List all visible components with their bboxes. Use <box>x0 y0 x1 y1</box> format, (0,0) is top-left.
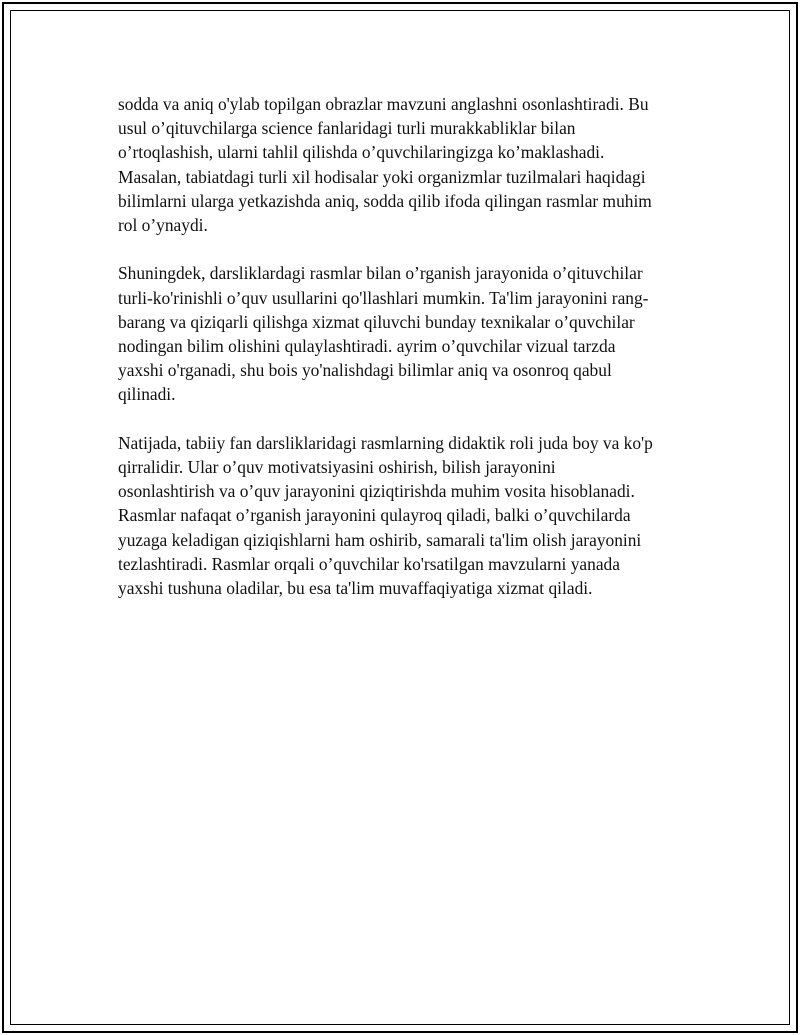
text-line: barang va qiziqarli qilishga xizmat qiluvchi bunday texnikalar o’quvchilar <box>118 311 635 332</box>
text-line: qirralidir. Ular o’quv motivatsiyasini oshirish, bilish jarayonini <box>118 457 556 478</box>
text-line: Natijada, tabiiy fan darsliklaridagi rasmlarning didaktik roli juda boy va ko'p <box>118 432 653 453</box>
text-line: bilimlarni ularga yetkazishda aniq, sodda qilib ifoda qilingan rasmlar muhim <box>118 190 652 211</box>
text-line: Rasmlar nafaqat o’rganish jarayonini qulayroq qiladi, balki o’quvchilarda <box>118 505 631 526</box>
text-line: tezlashtiradi. Rasmlar orqali o’quvchilar ko'rsatilgan mavzularni yanada <box>118 553 620 574</box>
document-body <box>118 92 693 624</box>
text-line: o’rtoqlashish, ularni tahlil qilishda o’quvchilaringizga ko’maklashadi. <box>118 142 605 163</box>
text-line: nodingan bilim olishini qulaylashtiradi. ayrim o’quvchilar vizual tarzda <box>118 336 616 357</box>
text-line: yaxshi o'rganadi, shu bois yo'nalishdagi bilimlar aniq va osonroq qabul <box>118 360 612 381</box>
text-line: yaxshi tushuna oladilar, bu esa ta'lim muvaffaqiyatiga xizmat qiladi. <box>118 578 593 599</box>
paragraph-1 <box>118 92 693 237</box>
paragraph-2 <box>118 261 693 406</box>
text-line: yuzaga keladigan qiziqishlarni ham oshirib, samarali ta'lim olish jarayonini <box>118 529 642 550</box>
text-line: rol o’ynaydi. <box>118 215 208 236</box>
text-line: turli-ko'rinishli o’quv usullarini qo'llashlari mumkin. Ta'lim jarayonini rang- <box>118 287 649 308</box>
text-line: Shuningdek, darsliklardagi rasmlar bilan o’rganish jarayonida o’qituvchilar <box>118 263 643 284</box>
text-line: usul o’qituvchilarga science fanlaridagi turli murakkabliklar bilan <box>118 118 576 139</box>
text-line: Masalan, tabiatdagi turli xil hodisalar yoki organizmlar tuzilmalari haqidagi <box>118 166 646 187</box>
text-line: sodda va aniq o'ylab topilgan obrazlar mavzuni anglashni osonlashtiradi. Bu <box>118 94 649 114</box>
paragraph-3 <box>118 431 693 600</box>
text-line: qilinadi. <box>118 384 176 405</box>
text-line: osonlashtirish va o’quv jarayonini qiziqtirishda muhim vosita hisoblanadi. <box>118 481 635 502</box>
